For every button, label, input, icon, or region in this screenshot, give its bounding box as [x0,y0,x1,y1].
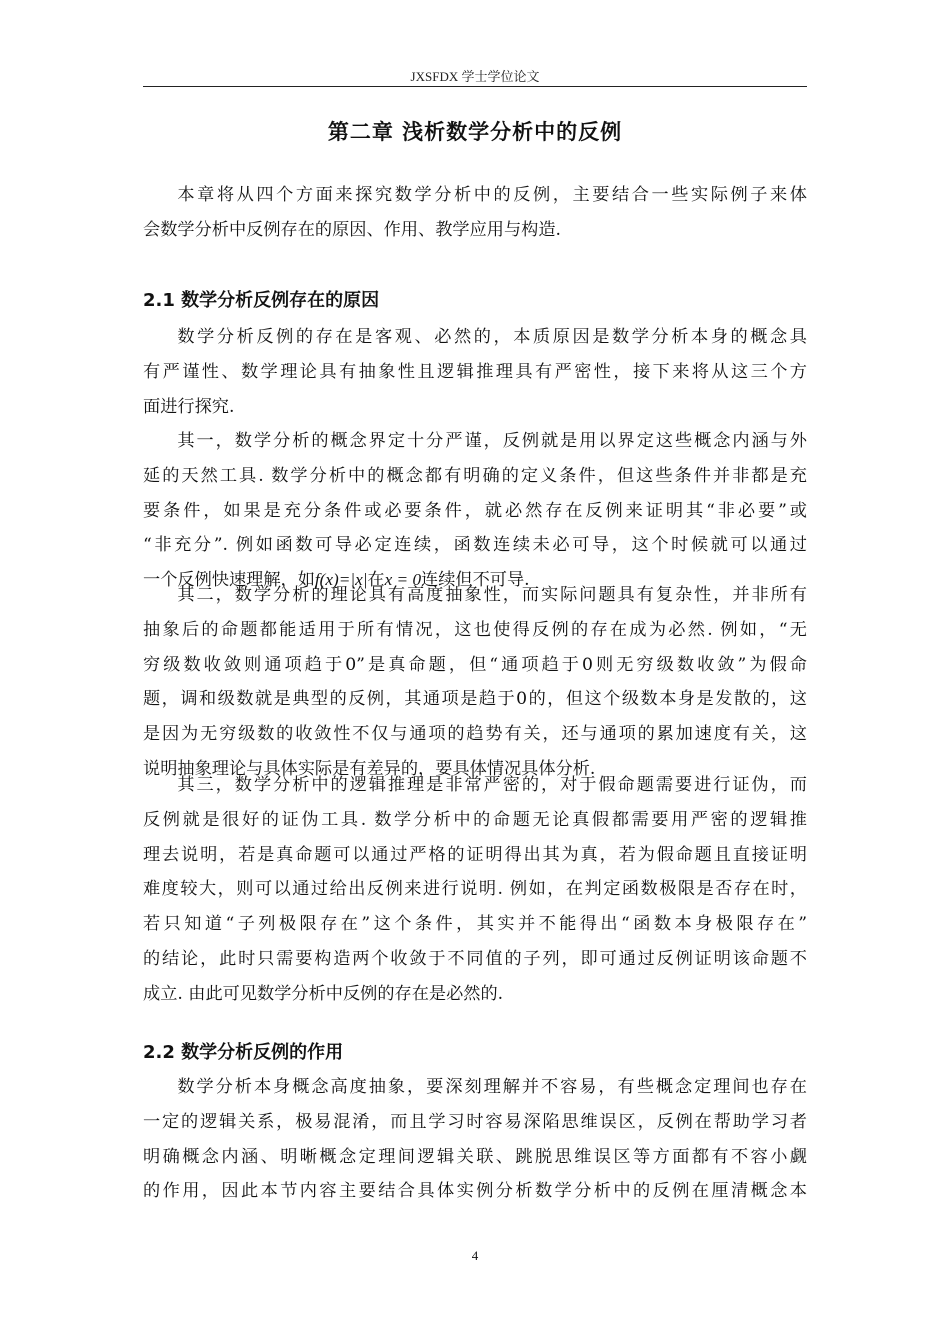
section-heading-2-2: 2.2 数学分析反例的作用 [143,1042,344,1063]
text-line: 本章将从四个方面来探究数学分析中的反例，主要结合一些实际例子来体 [177,185,807,205]
text-fragment: 在 [367,570,385,591]
text-line: 是因为无穷级数的收敛性不仅与通项的趋势有关，还与通项的累加速度有关，这 [143,724,807,745]
section-2-1-paragraph-2 [143,424,807,598]
text-line: 会数学分析中反例存在的原因、作用、教学应用与构造. [143,219,561,240]
chapter-title: 第二章 浅析数学分析中的反例 [327,120,623,144]
text-line: 要条件，如果是充分条件或必要条件，就必然存在反例来证明其“非必要”或 [143,500,807,521]
text-line: 成立. 由此可见数学分析中反例的存在是必然的. [143,983,504,1004]
text-fragment: 一个反例快速理解，如 [143,570,315,591]
text-line: 若只知道“子列极限存在”这个条件，其实并不能得出“函数本身极限存在” [143,914,807,935]
header-rule [143,86,807,87]
text-line: 的作用，因此本节内容主要结合具体实例分析数学分析中的反例在厘清概念本 [143,1181,807,1202]
text-fragment: 连续但不可导. [421,570,530,591]
text-line: 穷级数收敛则通项趋于0”是真命题，但“通项趋于0则无穷级数收敛”为假命 [143,654,807,675]
text-line: 数学分析本身概念高度抽象，要深刻理解并不容易，有些概念定理间也存在 [177,1077,807,1097]
text-line: 说明抽象理论与具体实际是有差异的，要具体情况具体分析. [143,758,596,779]
text-line: 抽象后的命题都能适用于所有情况，这也使得反例的存在成为必然. 例如，“无 [143,619,807,640]
text-line: 明确概念内涵、明晰概念定理间逻辑关联、跳脱思维误区等方面都有不容小觑 [143,1146,807,1167]
text-line: 其一，数学分析的概念界定十分严谨，反例就是用以界定这些概念内涵与外 [177,431,807,451]
section-heading-2-1: 2.1 数学分析反例存在的原因 [143,290,380,311]
section-2-1-paragraph-1 [143,320,807,424]
math-expression-x-equals-zero: x = 0 [384,570,422,590]
text-line: “非充分”. 例如函数可导必定连续，函数连续未必可导，这个时候就可以通过 [143,535,807,556]
page-number: 4 [471,1248,479,1263]
intro-paragraph [143,178,807,248]
text-line: 数学分析反例的存在是客观、必然的，本质原因是数学分析本身的概念具 [177,327,807,347]
text-line: 反例就是很好的证伪工具. 数学分析中的命题无论真假都需要用严密的逻辑推 [143,809,807,830]
running-header: JXSFDX 学士学位论文 [410,69,540,84]
section-2-1-paragraph-4 [143,768,807,1012]
text-line: 其三，数学分析中的逻辑推理是非常严密的，对于假命题需要进行证伪，而 [177,775,807,795]
text-line: 其二，数学分析的理论具有高度抽象性，而实际问题具有复杂性，并非所有 [177,585,807,605]
text-line: 理去说明，若是真命题可以通过严格的证明得出其为真，若为假命题且直接证明 [143,844,807,865]
text-line: 延的天然工具. 数学分析中的概念都有明确的定义条件，但这些条件并非都是充 [143,465,807,486]
text-line: 的结论，此时只需要构造两个收敛于不同值的子列，即可通过反例证明该命题不 [143,948,807,969]
section-2-1-paragraph-3 [143,578,807,787]
text-line: 一定的逻辑关系，极易混淆，而且学习时容易深陷思维误区，反例在帮助学习者 [143,1111,807,1132]
text-line: 难度较大，则可以通过给出反例来进行说明. 例如，在判定函数极限是否存在时， [143,879,807,900]
text-line: 题，调和级数就是典型的反例，其通项是趋于0的，但这个级数本身是发散的，这 [143,689,807,710]
text-line: 面进行探究. [143,396,235,417]
text-line: 有严谨性、数学理论具有抽象性且逻辑推理具有严密性，接下来将从这三个方 [143,361,807,382]
section-2-2-paragraph-1 [143,1070,807,1209]
math-expression-abs-function: f(x)=|x| [314,570,368,590]
